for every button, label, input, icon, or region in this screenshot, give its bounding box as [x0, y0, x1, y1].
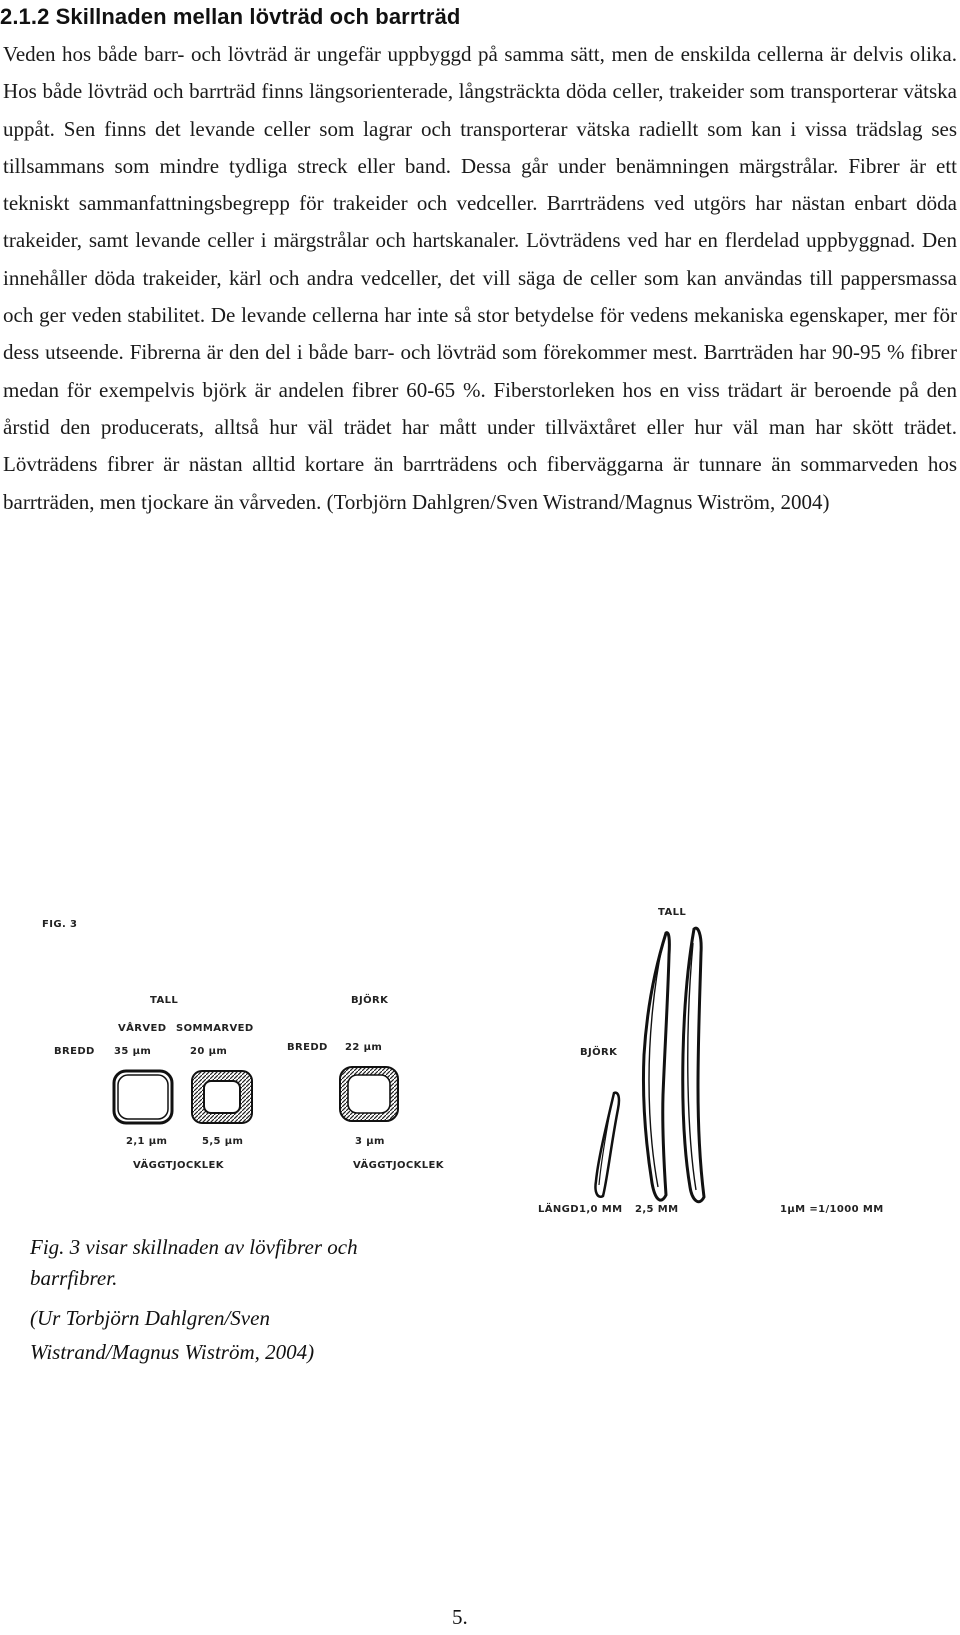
- fiber-figure: [30, 895, 930, 1225]
- bredd-label-left: BREDD: [54, 1046, 95, 1057]
- body-paragraph: Veden hos både barr- och lövträd är ungefär uppbyggd på samma sätt, men de enskilda cellerna är delvis olika. Hos både lövträd och barrträd finns längsorienterade, långsträckta döda celler, trakeider som transporterar vätska uppåt. Sen finns det levande celler som lagrar och transporterar vätska radiellt som kan i vissa trädslag ses tillsammans som mindre tydliga streck eller band. Dessa går under benämningen märgstrålar. Fibrer är ett tekniskt sammanfattningsbegrepp för trakeider och vedceller. Barrträdens ved utgörs har nästan enbart döda trakeider, samt levande celler i märgstrålar och hartskanaler. Lövträdens ved har en flerdelad uppbyggnad. Den innehåller döda trakeider, kärl och andra vedceller, det vill säga de celler som kan användas till pappersmassa och ger veden stabilitet. De levande cellerna har inte så stor betydelse för vedens mekaniska egenskaper, mer för dess utseende. Fibrerna är den del i både barr- och lövträd som förekommer mest. Barrträden har 90-95 % fibrer medan för exempelvis björk är andelen fibrer 60-65 %. Fiberstorleken hos en viss trädart är beroende på den årstid den producerats, alltså hur väl trädet har mått under tillväxtåret eller hur väl man har skött trädet. Lövträdens fibrer är nästan alltid kortare än barrträdens och fiberväggarna är tunnare än sommarveden hos barrträden, men tjockare än vårveden. (Torbjörn Dahlgren/Sven Wistrand/Magnus Wiström, 2004): [3, 42, 957, 514]
- length-25-label: 2,5 MM: [635, 1204, 679, 1215]
- bjork-cross-section-title: BJÖRK: [351, 995, 389, 1006]
- bjork-fiber-title: BJÖRK: [580, 1047, 618, 1058]
- thickness-21-label: 2,1 μm: [126, 1136, 168, 1147]
- bjork-fiber-shape: [595, 1093, 618, 1197]
- width-20-label: 20 μm: [190, 1046, 228, 1057]
- vaggtjocklek-label-left: VÄGGTJOCKLEK: [133, 1160, 224, 1171]
- length-1-label: LÄNGD1,0 MM: [538, 1204, 623, 1215]
- figure-caption: [30, 1232, 400, 1369]
- fiber-diagram: [30, 895, 930, 1225]
- thickness-55-label: 5,5 μm: [202, 1136, 244, 1147]
- varved-label: VÅRVED: [118, 1023, 167, 1034]
- thickness-3-label: 3 μm: [355, 1136, 385, 1147]
- tall-fiber-shape-1: [643, 933, 669, 1200]
- width-22-label: 22 μm: [345, 1042, 383, 1053]
- tall-fiber-shape-2: [683, 928, 704, 1202]
- figure-number-label: FIG. 3: [42, 919, 78, 930]
- tall-fiber-title: TALL: [658, 907, 687, 918]
- tall-cross-section-title: TALL: [150, 995, 179, 1006]
- section-heading: 2.1.2 Skillnaden mellan lövträd och barrträd: [0, 4, 461, 29]
- width-35-label: 35 μm: [114, 1046, 152, 1057]
- caption-text: Fig. 3 visar skillnaden av lövfibrer och barrfibrer.: [30, 1235, 358, 1290]
- bjork-cell-shape: [340, 1067, 398, 1121]
- scale-note-label: 1μM =1/1000 MM: [780, 1204, 884, 1215]
- sommarved-label: SOMMARVED: [176, 1023, 254, 1034]
- vaggtjocklek-label-right: VÄGGTJOCKLEK: [353, 1160, 444, 1171]
- bredd-label-right: BREDD: [287, 1042, 328, 1053]
- caption-source: (Ur Torbjörn Dahlgren/Sven Wistrand/Magnus Wiström, 2004): [30, 1306, 315, 1364]
- page-number: 5.: [452, 1605, 468, 1629]
- sommarved-cell-shape: [192, 1071, 252, 1123]
- varved-cell-shape: [114, 1071, 172, 1123]
